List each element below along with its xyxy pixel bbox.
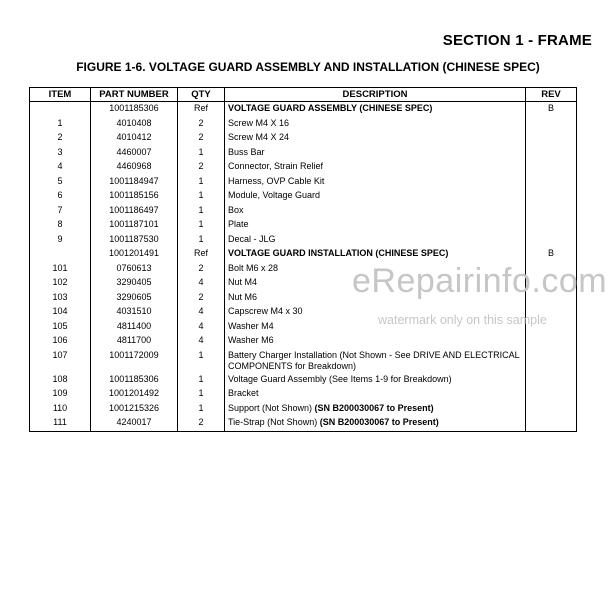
description-text: VOLTAGE GUARD ASSEMBLY (CHINESE SPEC) — [228, 103, 433, 113]
cell-qty: 2 — [178, 117, 225, 132]
cell-part-number: 4010412 — [91, 131, 178, 146]
column-header-rev: REV — [526, 88, 577, 102]
cell-qty: 2 — [178, 160, 225, 175]
cell-description — [225, 175, 526, 190]
cell-item: 109 — [30, 387, 91, 402]
section-title: SECTION 1 - FRAME — [442, 32, 592, 49]
cell-description — [225, 131, 526, 146]
cell-part-number: 1001201491 — [91, 247, 178, 262]
table-row — [30, 131, 577, 146]
description-text: Nut M4 — [228, 277, 258, 287]
description-text: Harness, OVP Cable Kit — [228, 175, 325, 186]
description-text: Buss Bar — [228, 146, 265, 157]
table-row — [30, 189, 577, 204]
table-row — [30, 416, 577, 431]
description-text: Decal - JLG — [228, 233, 276, 244]
table-header-row — [30, 88, 577, 102]
table-row — [30, 387, 577, 402]
cell-description — [225, 334, 526, 349]
cell-part-number: 1001185306 — [91, 373, 178, 388]
cell-rev — [526, 160, 577, 175]
cell-item: 6 — [30, 189, 91, 204]
table-row — [30, 117, 577, 132]
cell-qty: 4 — [178, 305, 225, 320]
cell-qty: 1 — [178, 387, 225, 402]
cell-description — [225, 218, 526, 233]
cell-description — [225, 416, 526, 431]
description-text: Box — [228, 204, 244, 215]
table-row — [30, 204, 577, 219]
cell-qty: 1 — [178, 373, 225, 388]
cell-qty: 1 — [178, 218, 225, 233]
cell-description — [225, 117, 526, 132]
cell-rev: B — [526, 247, 577, 262]
cell-description — [225, 189, 526, 204]
cell-description — [225, 102, 526, 117]
cell-part-number: 1001184947 — [91, 175, 178, 190]
cell-rev — [526, 349, 577, 373]
cell-qty: 2 — [178, 291, 225, 306]
cell-part-number: 1001185156 — [91, 189, 178, 204]
cell-part-number: 4460007 — [91, 146, 178, 161]
cell-qty: 1 — [178, 402, 225, 417]
description-text: Plate — [228, 219, 249, 229]
figure-title: FIGURE 1-6. VOLTAGE GUARD ASSEMBLY AND INSTALLATION (CHINESE SPEC) — [76, 60, 540, 74]
cell-item: 103 — [30, 291, 91, 306]
cell-part-number: 4031510 — [91, 305, 178, 320]
cell-description — [225, 160, 526, 175]
column-header-item: ITEM — [30, 88, 91, 102]
cell-description — [225, 233, 526, 248]
cell-rev — [526, 387, 577, 402]
cell-qty: 1 — [178, 204, 225, 219]
description-text: Bolt M6 x 28 — [228, 262, 279, 273]
column-header-qty: QTY — [178, 88, 225, 102]
description-text: Washer M4 — [228, 320, 274, 331]
cell-part-number: 0760613 — [91, 262, 178, 277]
cell-item: 105 — [30, 320, 91, 335]
cell-item: 110 — [30, 402, 91, 417]
cell-item: 3 — [30, 146, 91, 161]
cell-rev: B — [526, 102, 577, 117]
cell-qty: 2 — [178, 416, 225, 431]
cell-part-number: 1001215326 — [91, 402, 178, 417]
cell-description — [225, 349, 526, 373]
cell-rev — [526, 117, 577, 132]
cell-part-number: 1001187530 — [91, 233, 178, 248]
cell-qty: 1 — [178, 233, 225, 248]
description-text: Connector, Strain Relief — [228, 161, 324, 171]
description-text: Nut M6 — [228, 291, 258, 302]
table-row — [30, 218, 577, 233]
cell-part-number: 4460968 — [91, 160, 178, 175]
cell-rev — [526, 233, 577, 248]
table-row — [30, 402, 577, 417]
cell-rev — [526, 373, 577, 388]
cell-qty: 4 — [178, 276, 225, 291]
cell-part-number: 1001187101 — [91, 218, 178, 233]
cell-description — [225, 247, 526, 262]
cell-item: 107 — [30, 349, 91, 373]
table-row — [30, 334, 577, 349]
cell-description — [225, 146, 526, 161]
description-text: Voltage Guard Assembly (See Items 1-9 for Breakdown) — [228, 373, 452, 384]
cell-qty: 2 — [178, 131, 225, 146]
cell-item: 1 — [30, 117, 91, 132]
cell-qty: Ref — [178, 247, 225, 262]
cell-rev — [526, 175, 577, 190]
table-row — [30, 175, 577, 190]
cell-rev — [526, 218, 577, 233]
serial-range-text: (SN B200030067 to Present) — [319, 417, 439, 427]
cell-qty: 4 — [178, 320, 225, 335]
cell-item: 101 — [30, 262, 91, 277]
cell-description — [225, 402, 526, 417]
cell-part-number: 4811700 — [91, 334, 178, 349]
cell-item: 108 — [30, 373, 91, 388]
cell-rev — [526, 204, 577, 219]
description-text: Bracket — [228, 388, 259, 398]
column-header-description: DESCRIPTION — [225, 88, 526, 102]
description-text: VOLTAGE GUARD INSTALLATION (CHINESE SPEC) — [228, 248, 449, 258]
cell-part-number: 1001186497 — [91, 204, 178, 219]
cell-qty: 2 — [178, 262, 225, 277]
cell-item: 111 — [30, 416, 91, 431]
cell-rev — [526, 131, 577, 146]
serial-range-text: (SN B200030067 to Present) — [314, 402, 434, 413]
cell-item: 9 — [30, 233, 91, 248]
description-text: Battery Charger Installation (Not Shown - See DRIVE AND ELECTRICAL COMPONENTS for Breakdown) — [228, 349, 520, 371]
cell-item: 106 — [30, 334, 91, 349]
table-row — [30, 233, 577, 248]
cell-qty: 1 — [178, 189, 225, 204]
parts-table — [29, 87, 577, 432]
cell-part-number: 1001172009 — [91, 349, 178, 373]
description-text: Support (Not Shown) — [228, 402, 315, 413]
cell-part-number: 1001201492 — [91, 387, 178, 402]
description-text: Screw M4 X 24 — [228, 132, 290, 142]
table-row — [30, 146, 577, 161]
description-text: Screw M4 X 16 — [228, 117, 290, 128]
table-row — [30, 373, 577, 388]
table-row — [30, 247, 577, 262]
cell-description — [225, 387, 526, 402]
cell-part-number: 4010408 — [91, 117, 178, 132]
description-text: Module, Voltage Guard — [228, 190, 321, 200]
table-row — [30, 160, 577, 175]
cell-part-number: 3290405 — [91, 276, 178, 291]
cell-rev — [526, 416, 577, 431]
cell-item: 4 — [30, 160, 91, 175]
cell-description — [225, 373, 526, 388]
cell-qty: 1 — [178, 175, 225, 190]
cell-rev — [526, 402, 577, 417]
cell-part-number: 4811400 — [91, 320, 178, 335]
cell-rev — [526, 146, 577, 161]
cell-qty: Ref — [178, 102, 225, 117]
cell-rev — [526, 334, 577, 349]
table-row — [30, 102, 577, 117]
description-text: Tie-Strap (Not Shown) — [228, 417, 320, 427]
cell-qty: 4 — [178, 334, 225, 349]
watermark-text: eRepairinfo.com — [352, 262, 608, 300]
cell-part-number: 4240017 — [91, 416, 178, 431]
cell-item: 102 — [30, 276, 91, 291]
table-row — [30, 349, 577, 373]
cell-item: 104 — [30, 305, 91, 320]
description-text: Capscrew M4 x 30 — [228, 306, 303, 316]
cell-item: 2 — [30, 131, 91, 146]
cell-rev — [526, 189, 577, 204]
cell-qty: 1 — [178, 349, 225, 373]
description-text: Washer M6 — [228, 335, 274, 345]
cell-part-number: 3290605 — [91, 291, 178, 306]
cell-item — [30, 247, 91, 262]
cell-item: 8 — [30, 218, 91, 233]
column-header-part-number: PART NUMBER — [91, 88, 178, 102]
cell-item: 5 — [30, 175, 91, 190]
cell-item — [30, 102, 91, 117]
cell-item: 7 — [30, 204, 91, 219]
watermark-subtext: watermark only on this sample — [378, 313, 547, 327]
cell-description — [225, 204, 526, 219]
cell-qty: 1 — [178, 146, 225, 161]
cell-part-number: 1001185306 — [91, 102, 178, 117]
